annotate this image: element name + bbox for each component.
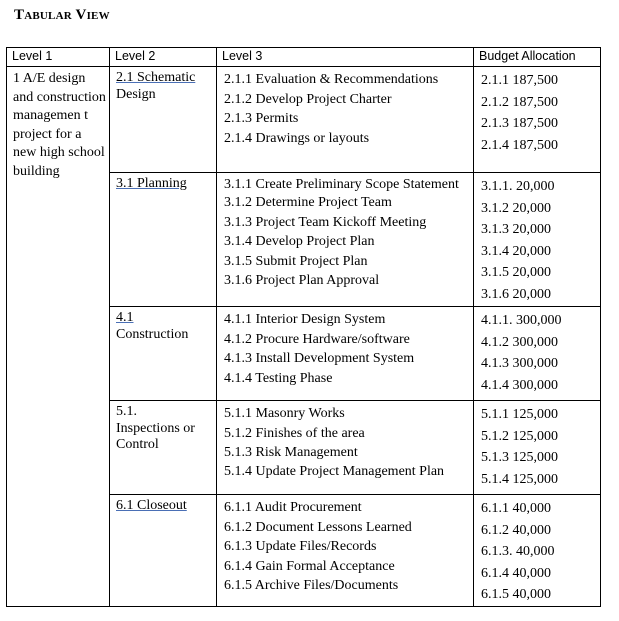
budget-item: 3.1.2 20,000 xyxy=(481,200,551,216)
header-level-2: Level 2 xyxy=(110,48,217,67)
budget-item: 2.1.2 187,500 xyxy=(481,94,558,110)
level-3-item: 4.1.3 Install Development System xyxy=(224,351,415,366)
level-3-item: 5.1.2 Finishes of the area xyxy=(224,425,365,441)
level-3-item: 2.1.1 Evaluation & Recommendations xyxy=(224,72,439,87)
budget-item: 2.1.4 187,500 xyxy=(481,137,558,153)
level-3-item: 3.1.2 Determine Project Team xyxy=(224,195,392,210)
level-3-item: 3.1.1 Create Preliminary Scope Statement xyxy=(224,177,459,192)
level-2-label: Construction xyxy=(116,326,189,342)
level-3-item: 2.1.3 Permits xyxy=(224,111,299,126)
level-3-item: 5.1.4 Update Project Management Plan xyxy=(224,463,445,479)
level-3-item: 5.1.3 Risk Management xyxy=(224,445,358,460)
budget-cell xyxy=(474,67,601,173)
level-2-cell xyxy=(110,67,217,173)
budget-item: 2.1.3 187,500 xyxy=(481,116,558,131)
budget-item: 3.1.5 20,000 xyxy=(481,265,551,280)
level-3-item: 6.1.4 Gain Formal Acceptance xyxy=(224,558,395,574)
budget-item: 6.1.4 40,000 xyxy=(481,565,551,581)
level-3-item: 3.1.3 Project Team Kickoff Meeting xyxy=(224,214,427,230)
header-level-3: Level 3 xyxy=(217,48,474,67)
level-3-item: 3.1.6 Project Plan Approval xyxy=(224,273,380,288)
table-row xyxy=(7,67,601,173)
budget-item: 5.1.4 125,000 xyxy=(481,471,558,487)
header-budget-allocation: Budget Allocation xyxy=(474,48,601,67)
budget-item: 4.1.1. 300,000 xyxy=(481,313,562,328)
budget-item: 5.1.2 125,000 xyxy=(481,428,558,444)
budget-item: 3.1.6 20,000 xyxy=(481,286,551,302)
level-2-label: 6.1 Closeout xyxy=(116,498,187,513)
level-3-cell xyxy=(217,307,474,401)
budget-item: 5.1.1 125,000 xyxy=(481,407,558,422)
level-2-cell xyxy=(110,495,217,607)
level-3-item: 4.1.2 Procure Hardware/software xyxy=(224,331,410,347)
level-3-item: 4.1.4 Testing Phase xyxy=(224,370,333,386)
level-2-label: 5.1. xyxy=(116,404,137,419)
level-2-label: Inspections or xyxy=(116,420,195,436)
budget-item: 3.1.1. 20,000 xyxy=(481,179,555,194)
level-2-label: 4.1 xyxy=(116,310,134,325)
level-3-item: 3.1.5 Submit Project Plan xyxy=(224,253,368,269)
level-2-cell xyxy=(110,307,217,401)
budget-item: 6.1.3. 40,000 xyxy=(481,544,555,559)
budget-cell xyxy=(474,495,601,607)
level-2-label: Design xyxy=(116,86,156,102)
level-3-item: 5.1.1 Masonry Works xyxy=(224,406,345,421)
budget-item: 3.1.3 20,000 xyxy=(481,222,551,237)
level-2-cell xyxy=(110,401,217,495)
level-3-item: 2.1.4 Drawings or layouts xyxy=(224,130,370,146)
budget-item: 4.1.3 300,000 xyxy=(481,356,558,371)
budget-item: 3.1.4 20,000 xyxy=(481,243,551,259)
wbs-table xyxy=(6,47,601,607)
budget-cell xyxy=(474,401,601,495)
level-3-item: 6.1.5 Archive Files/Documents xyxy=(224,578,399,593)
level-3-item: 6.1.2 Document Lessons Learned xyxy=(224,519,412,535)
level-3-item: 3.1.4 Develop Project Plan xyxy=(224,234,375,249)
level-2-label: 3.1 Planning xyxy=(116,176,187,191)
level-2-label: 2.1 Schematic xyxy=(116,70,196,85)
level-2-cell xyxy=(110,173,217,307)
table-body xyxy=(7,67,601,607)
budget-item: 2.1.1 187,500 xyxy=(481,73,558,88)
level-3-item: 4.1.1 Interior Design System xyxy=(224,312,386,327)
header-level-1: Level 1 xyxy=(7,48,110,67)
budget-item: 6.1.2 40,000 xyxy=(481,522,551,538)
budget-item: 5.1.3 125,000 xyxy=(481,450,558,465)
budget-cell xyxy=(474,173,601,307)
budget-cell xyxy=(474,307,601,401)
level-3-cell xyxy=(217,495,474,607)
level-2-label: Control xyxy=(116,437,159,452)
level-3-cell xyxy=(217,67,474,173)
level-3-item: 2.1.2 Develop Project Charter xyxy=(224,91,392,107)
budget-item: 4.1.4 300,000 xyxy=(481,377,558,393)
level-1-cell: 1 A/E design and construction managemen t project for a new high school building xyxy=(7,67,110,607)
budget-item: 6.1.5 40,000 xyxy=(481,587,551,602)
level-3-item: 6.1.3 Update Files/Records xyxy=(224,539,377,554)
header-row xyxy=(7,48,601,67)
page-title: Tabular View xyxy=(14,7,110,23)
budget-item: 6.1.1 40,000 xyxy=(481,501,551,516)
level-3-cell xyxy=(217,173,474,307)
level-3-cell xyxy=(217,401,474,495)
budget-item: 4.1.2 300,000 xyxy=(481,334,558,350)
level-3-item: 6.1.1 Audit Procurement xyxy=(224,500,362,515)
